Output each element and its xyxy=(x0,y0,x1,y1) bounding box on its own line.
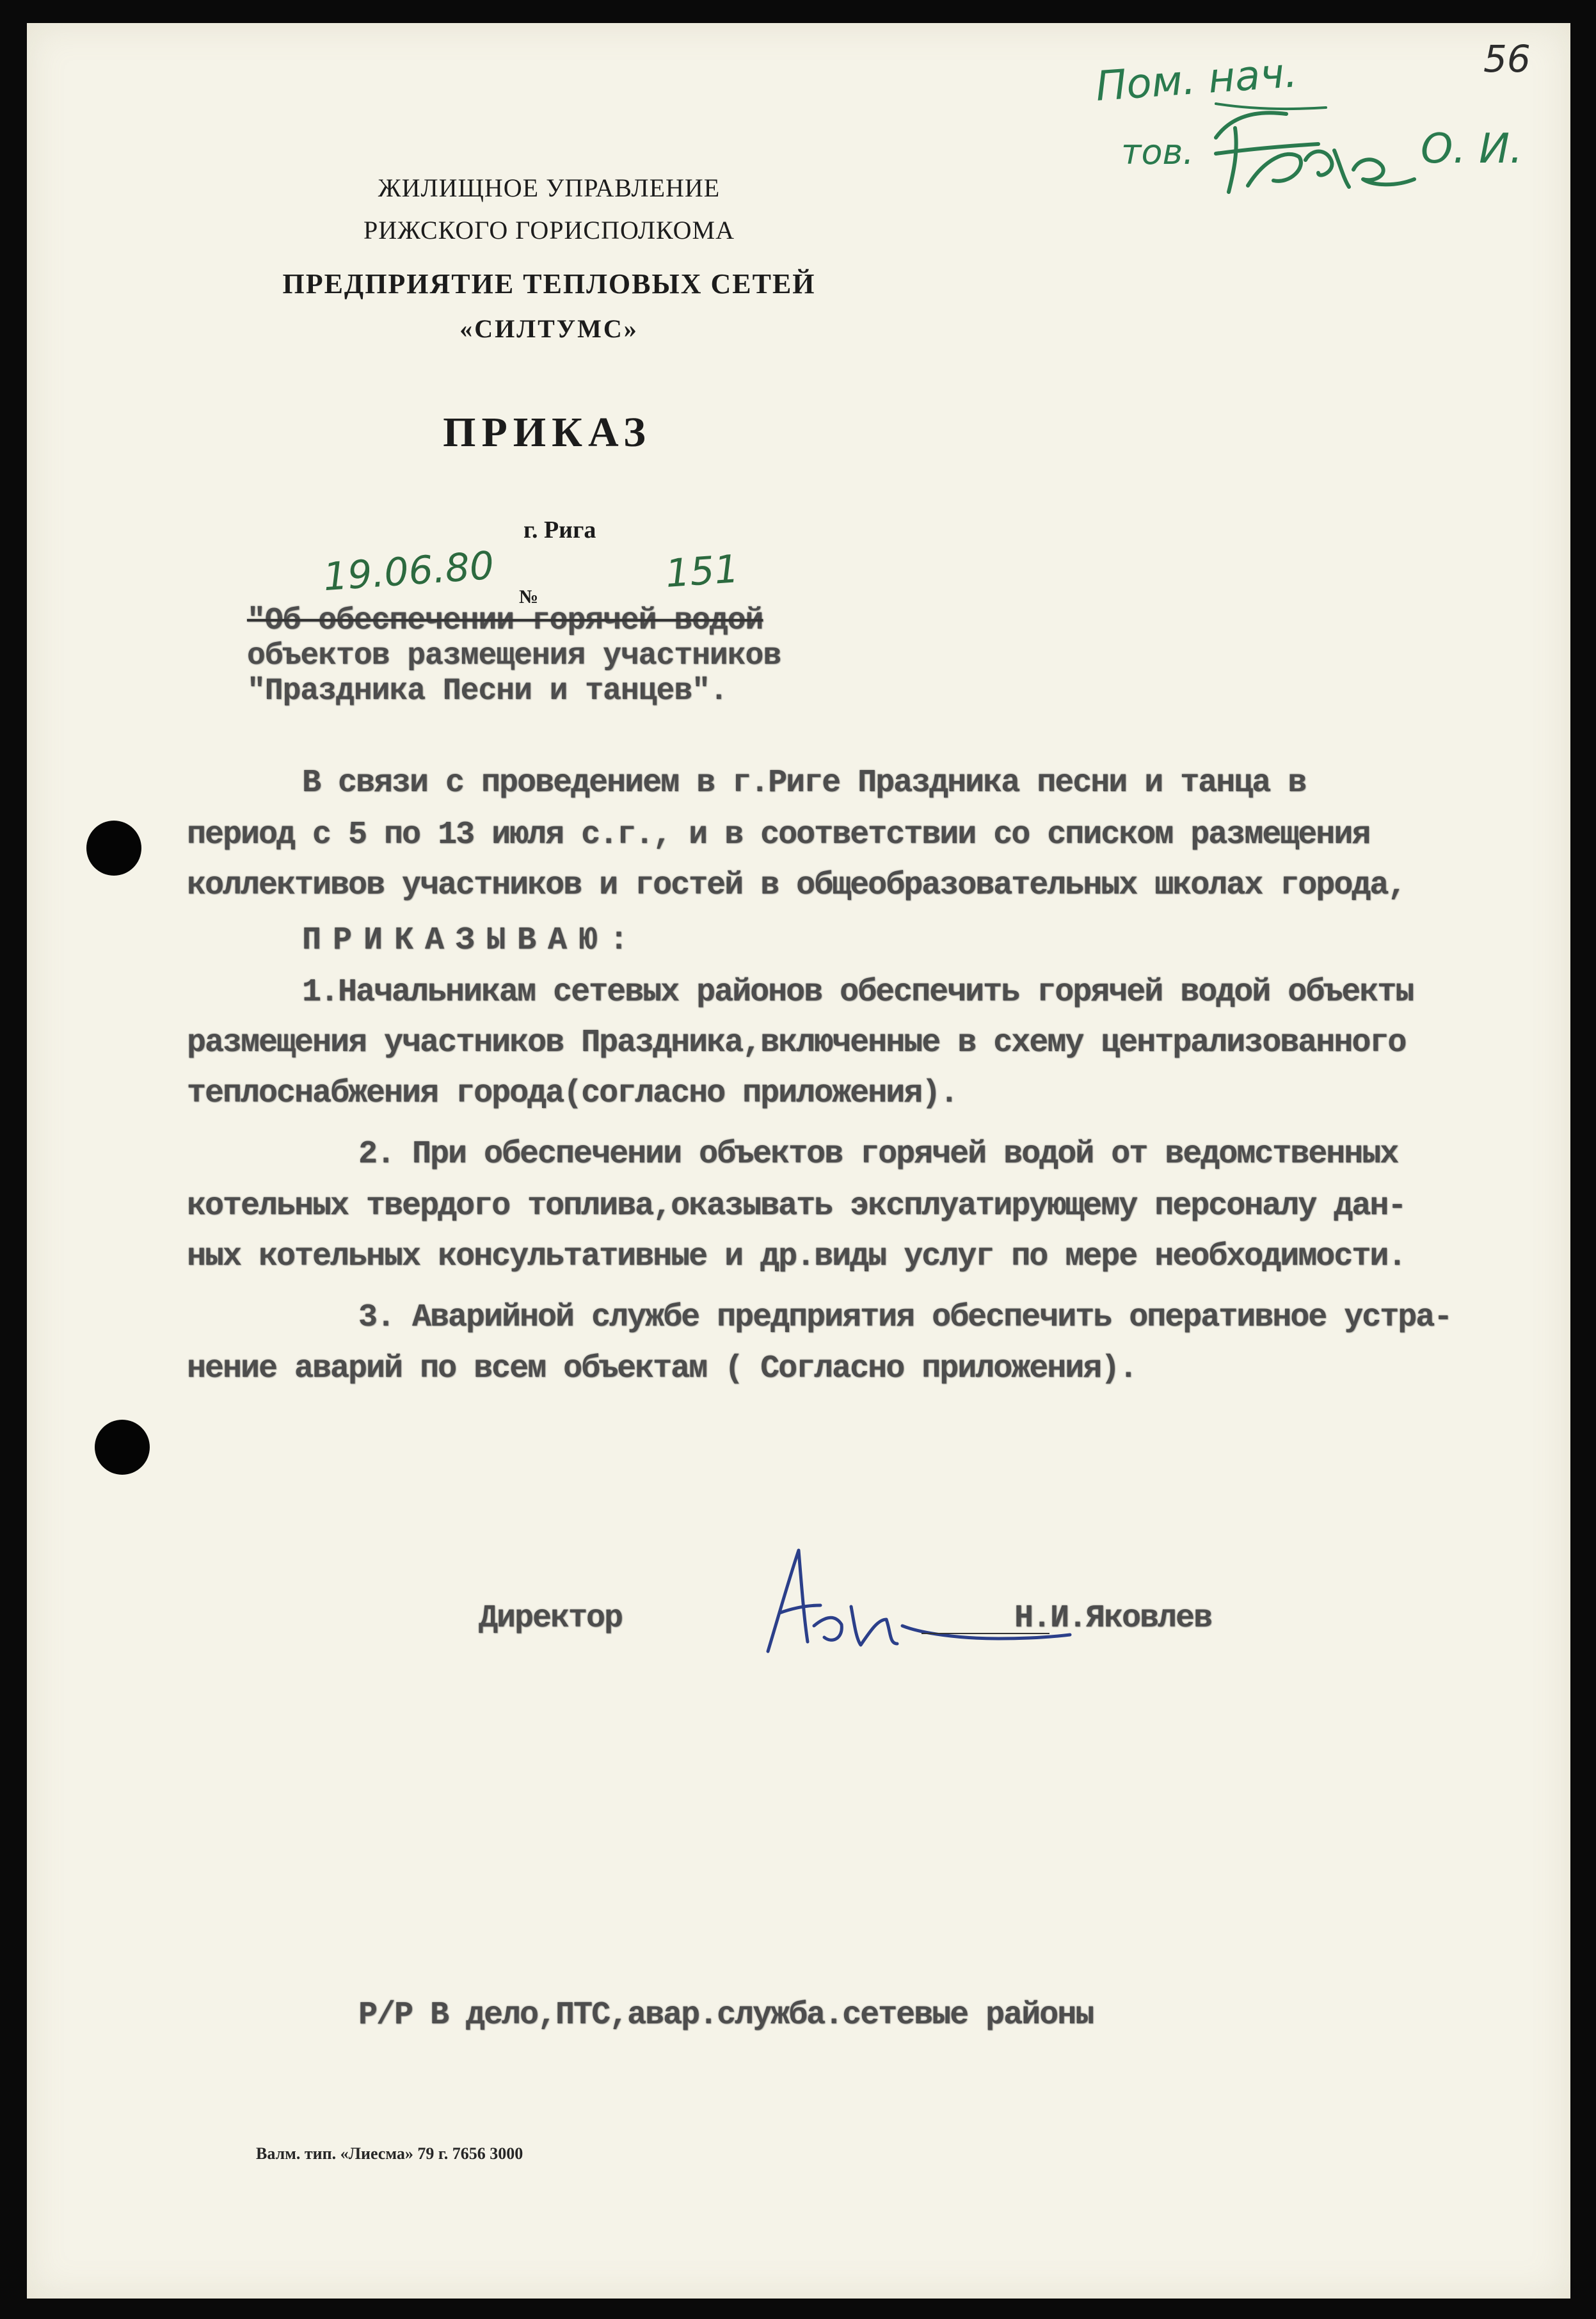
subject-line-1: "Об обеспечении горячей водой xyxy=(247,604,763,638)
enterprise-line-1: ПРЕДПРИЯТИЕ ТЕПЛОВЫХ СЕТЕЙ xyxy=(282,268,816,300)
body-line: коллективов участников и гостей в общеобразовательных школах города, xyxy=(187,867,1406,904)
signature-title: Директор xyxy=(479,1600,623,1637)
body-line: теплоснабжения города(согласно приложения). xyxy=(187,1075,958,1112)
handwritten-note-line-2: тов. xyxy=(1121,132,1194,172)
body-line: 3. Аварийной службе предприятия обеспечить оперативное устра- xyxy=(358,1299,1452,1336)
page-number: 56 xyxy=(1483,37,1531,81)
enterprise-line-2: «СИЛТУМС» xyxy=(459,314,639,343)
handwritten-date: 19.06.80 xyxy=(321,543,496,600)
body-line: размещения участников Праздника,включенные в схему централизованного xyxy=(187,1025,1406,1061)
body-line: 1.Начальникам сетевых районов обеспечить горячей водой объекты xyxy=(302,974,1414,1011)
order-heading: ПРИКАЗЫВАЮ: xyxy=(302,922,641,959)
handwritten-note-initials: О. И. xyxy=(1421,125,1523,173)
document-title: ПРИКАЗ xyxy=(443,409,651,456)
org-line-1: ЖИЛИЩНОЕ УПРАВЛЕНИЕ xyxy=(378,173,721,202)
signatory-name: Н.И.Яковлев xyxy=(1014,1600,1212,1637)
number-sign: № xyxy=(519,586,539,607)
body-line: котельных твердого топлива,оказывать эксплуатирующему персоналу дан- xyxy=(187,1188,1406,1224)
print-imprint: Валм. тип. «Лиесма» 79 г. 7656 3000 xyxy=(256,2144,523,2163)
body-line: 2. При обеспечении объектов горячей водой от ведомственных xyxy=(358,1136,1398,1173)
green-handwritten-signature xyxy=(1216,113,1414,192)
body-line: ных котельных консультативные и др.виды услуг по мере необходимости. xyxy=(187,1239,1406,1275)
body-line: В связи с проведением в г.Риге Праздника песни и танца в xyxy=(302,765,1306,801)
body-line: нение аварий по всем объектам ( Согласно приложения). xyxy=(187,1351,1137,1387)
city-line: г. Рига xyxy=(523,517,596,543)
blue-handwritten-signature xyxy=(768,1550,1070,1651)
body-line: период с 5 по 13 июля с.г., и в соответствии со списком размещения xyxy=(187,817,1370,853)
subject-line-2: объектов размещения участников xyxy=(247,639,781,673)
handwritten-number: 151 xyxy=(664,547,740,597)
handwritten-note-line-1: Пом. нач. xyxy=(1094,49,1299,111)
green-underline xyxy=(1216,104,1326,109)
org-line-2: РИЖСКОГО ГОРИСПОЛКОМА xyxy=(363,216,735,245)
subject-line-3: "Праздника Песни и танцев". xyxy=(247,674,728,709)
distribution-list: Р/Р В дело,ПТС,авар.служба.сетевые районы xyxy=(358,1997,1094,2034)
